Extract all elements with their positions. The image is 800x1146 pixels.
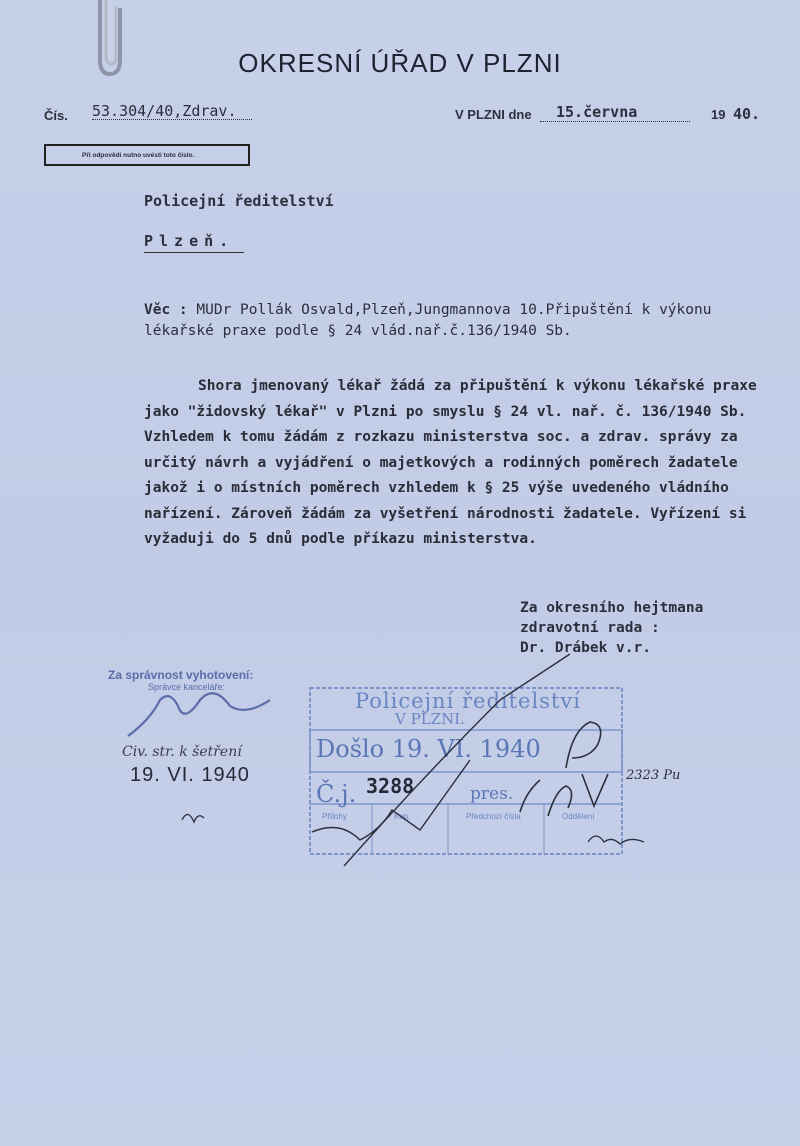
field-label: Přílohy (322, 812, 347, 821)
certification-stamp-line-2: Správce kanceláře: (148, 682, 226, 692)
certification-stamp-line-1: Za správnost vyhotovení: (108, 668, 254, 682)
date-dotted-line (540, 121, 690, 122)
subject-label: Věc : (144, 302, 188, 318)
field-label: Kop. (394, 812, 411, 821)
reference-label: Čís. (44, 108, 68, 123)
signature-block (520, 598, 703, 658)
certification-stamp (108, 668, 253, 692)
place-label: V PLZNI dne (455, 107, 532, 122)
reply-notice-box: Při odpovědi nutno uvésti toto číslo. (44, 144, 250, 166)
signature-line-3: Dr. Drábek v.r. (520, 640, 651, 656)
forwarding-note-label: Civ. str. k šetření (122, 744, 242, 760)
subject-line (144, 300, 764, 342)
addressee-office: Policejní ředitelství (144, 192, 334, 210)
addressee-city: Plzeň. (144, 232, 235, 250)
year-suffix: 40. (733, 105, 761, 123)
police-stamp-title: Policejní ředitelství (355, 689, 581, 713)
police-stamp-received: Došlo 19. VI. 1940 (316, 735, 541, 763)
letter-date: 15.června (556, 103, 638, 121)
field-label: Předchozí čísla (466, 812, 521, 821)
body-paragraph: Shora jmenovaný lékař žádá za připuštění k výkonu lékařské praxe jako "židovský lékař" v Plzni po smyslu § 24 vl. nař. č. 136/1940 Sb. Vzhledem k tomu žádám z rozkazu ministerstva soc. a zdrav. správy za určitý návrh a vyjádření o majetkových a rodinných poměrech žadatele jakož i o místních poměrech vzhledem k § 25 výše uvedeného vládního nařízení. Zároveň žádám za vyšetření národnosti žadatele. Vyřízení si vyžaduji do 5 dnů podle příkazu ministerstva. (144, 378, 757, 547)
reference-number: 53.304/40,Zdrav. (92, 102, 237, 120)
letter-body (144, 374, 774, 553)
police-stamp-city: V PLZNI. (395, 710, 465, 728)
signature-line-2: zdravotní rada : (520, 620, 660, 636)
marginal-reference: 2323 Pu (626, 768, 681, 783)
city-underline (144, 252, 244, 253)
police-stamp-file-label: Č.j. (316, 780, 357, 808)
police-stamp-pres: pres. (470, 784, 514, 804)
subject-text: MUDr Pollák Osvald,Plzeň,Jungmannova 10.Připuštění k výkonu lékařské praxe podle § 24 vlád.nař.č.136/1940 Sb. (144, 302, 712, 339)
year-prefix: 19 (711, 107, 726, 122)
signature-line-1: Za okresního hejtmana (520, 600, 704, 616)
office-title: OKRESNÍ ÚŘAD V PLZNI (238, 48, 562, 78)
police-stamp-file-number: 3288 (366, 774, 415, 798)
forwarding-note-date: 19. VI. 1940 (130, 764, 250, 786)
field-label: Oddělení (562, 812, 595, 821)
